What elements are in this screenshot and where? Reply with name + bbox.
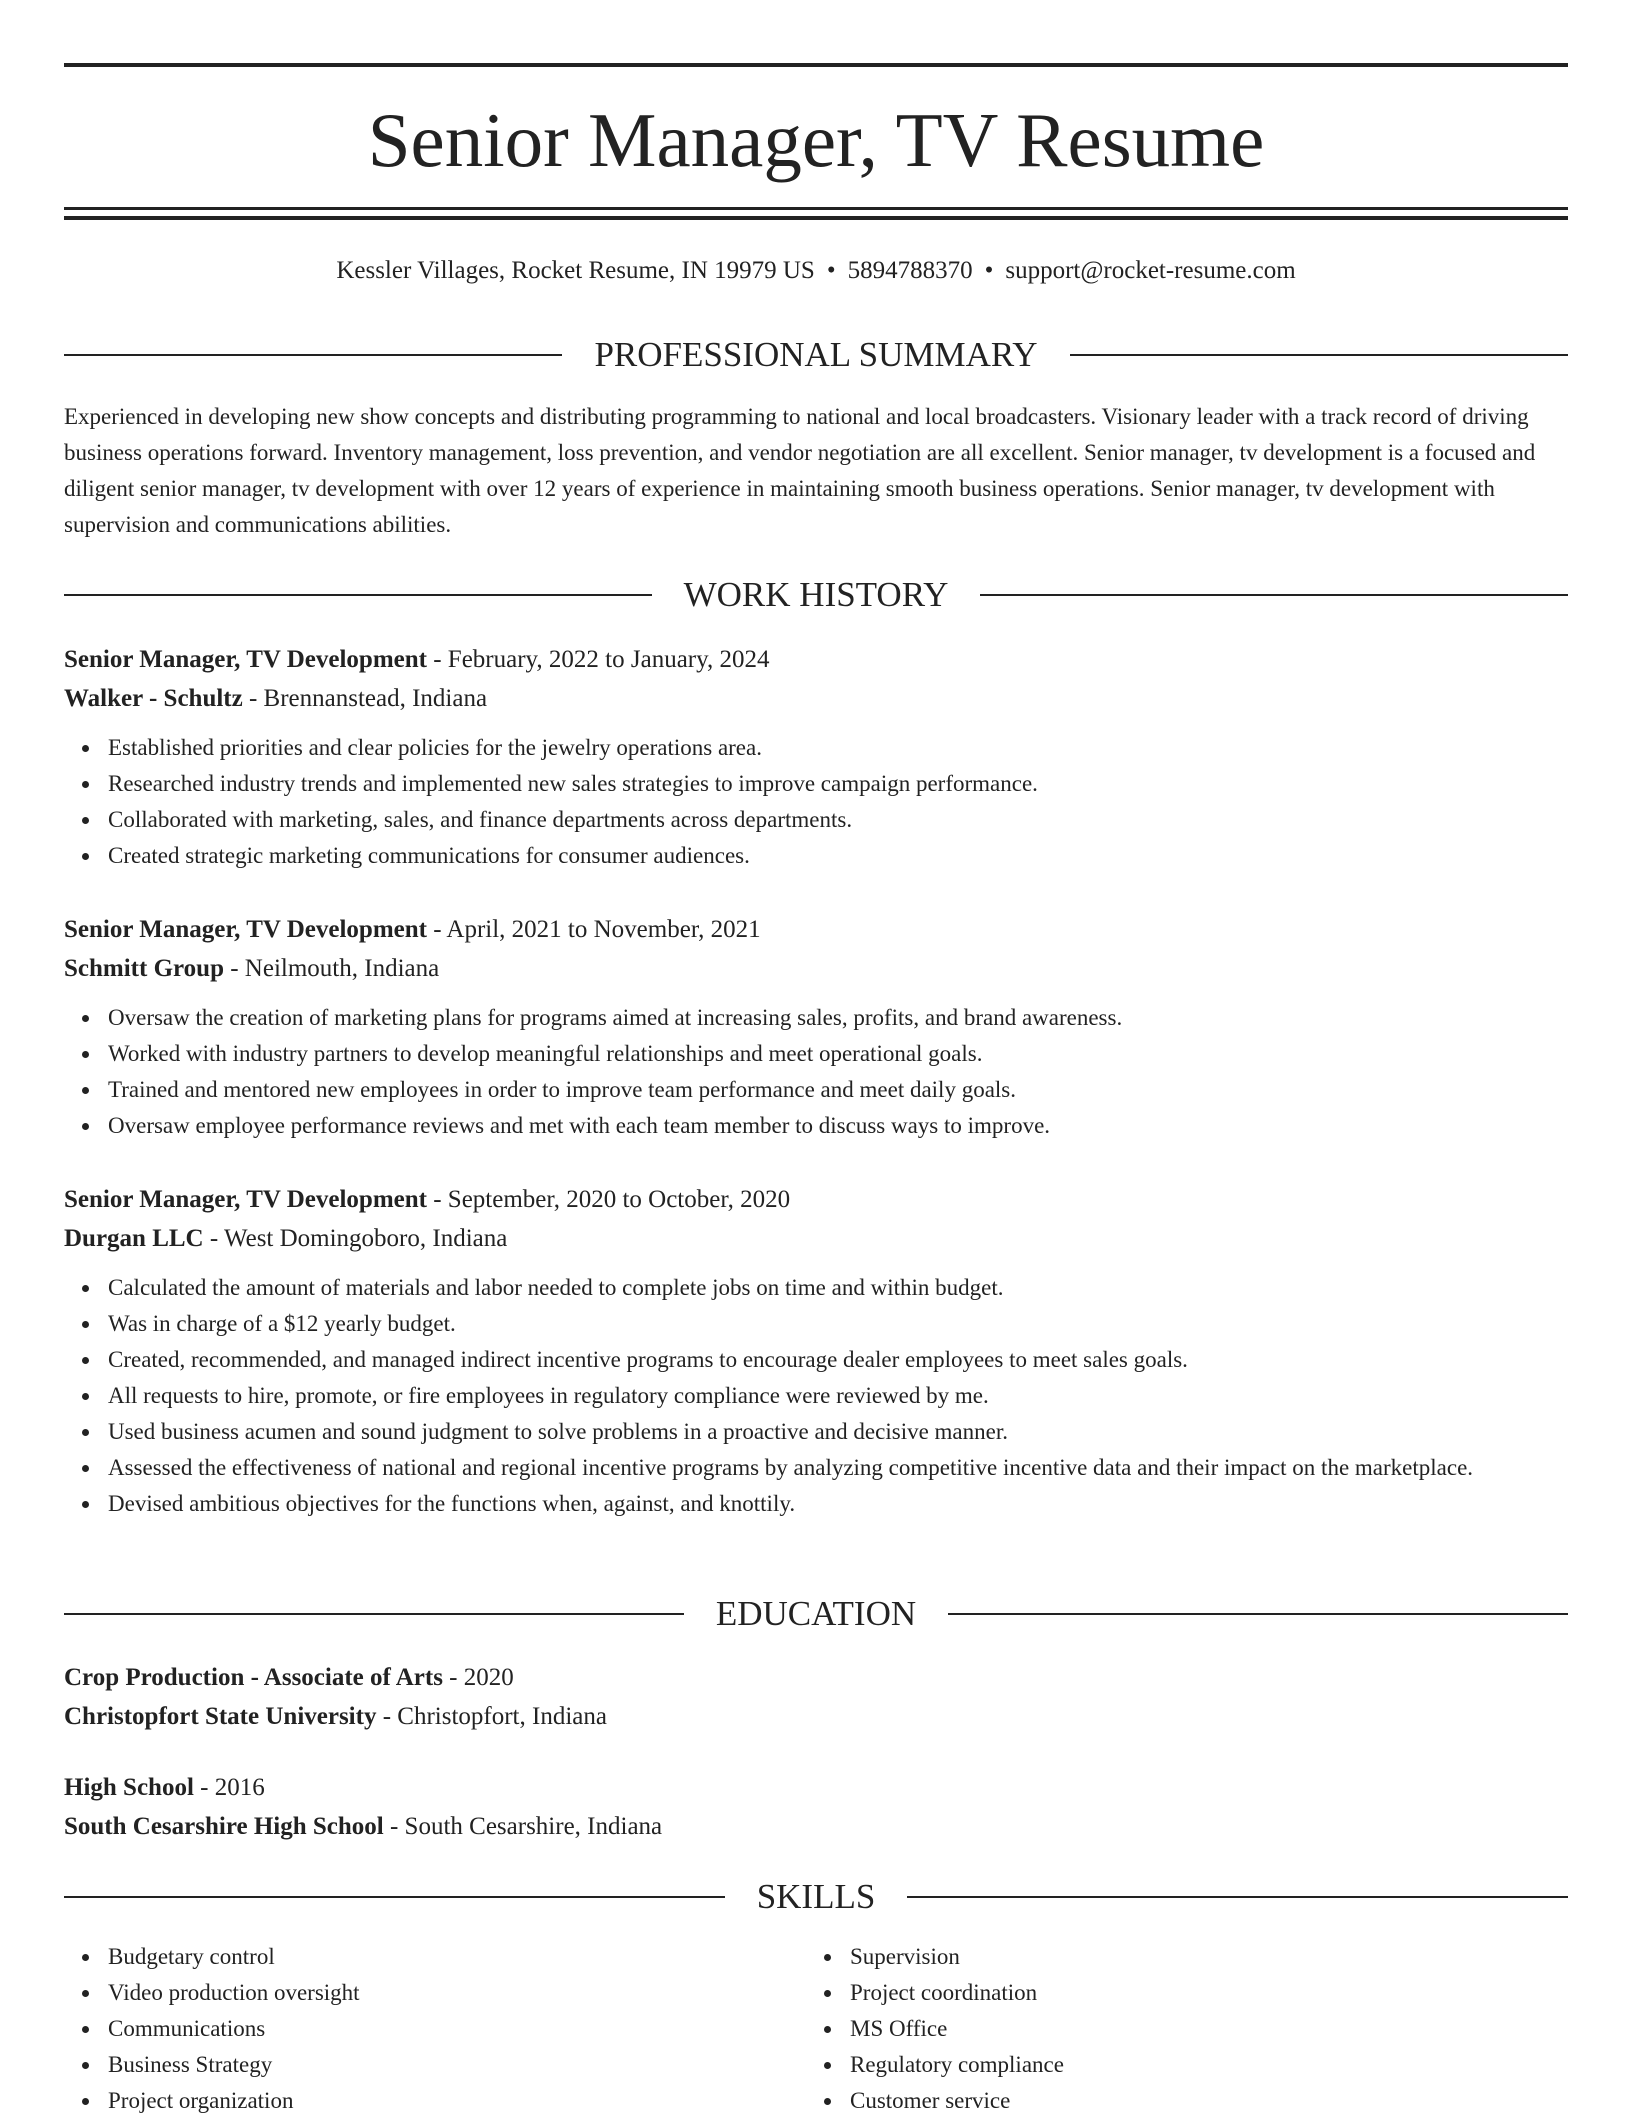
list-item: Created, recommended, and managed indirect incentive programs to encourage dealer employees to meet sales goals.	[108, 1342, 1568, 1378]
education-entry	[64, 1768, 1568, 1846]
education-entry	[64, 1658, 1568, 1736]
divider-line	[1070, 354, 1568, 356]
education-location: - South Cesarshire, Indiana	[383, 1813, 663, 1840]
job-company: Durgan LLC	[64, 1225, 204, 1252]
job-entry	[64, 910, 1568, 1144]
education-degree: Crop Production - Associate of Arts	[64, 1664, 443, 1691]
skills-list	[806, 1939, 1546, 2119]
section-header-skills	[64, 1875, 1568, 1919]
resume-title: Senior Manager, TV Resume	[367, 97, 1265, 183]
job-bullets	[64, 730, 1568, 874]
job-bullets	[64, 1270, 1568, 1522]
skill-item: Business Strategy	[108, 2047, 804, 2083]
list-item: Worked with industry partners to develop meaningful relationships and meet operational goals.	[108, 1036, 1568, 1072]
skill-item: Budgetary control	[108, 1939, 804, 1975]
top-rule	[64, 63, 1568, 67]
list-item: Created strategic marketing communications for consumer audiences.	[108, 838, 1568, 874]
job-title: Senior Manager, TV Development	[64, 1186, 427, 1213]
divider-line	[907, 1896, 1568, 1898]
section-title: SKILLS	[756, 1877, 876, 1916]
skills-column-left	[64, 1939, 804, 2119]
contact-line	[64, 253, 1568, 289]
divider-line	[980, 594, 1568, 596]
list-item: Collaborated with marketing, sales, and finance departments across departments.	[108, 802, 1568, 838]
job-company-line	[64, 679, 1568, 718]
skill-item: MS Office	[850, 2011, 1546, 2047]
contact-email: support@rocket-resume.com	[1005, 257, 1296, 284]
section-header-work-history	[64, 573, 1568, 617]
skill-item: Video production oversight	[108, 1975, 804, 2011]
section-title: WORK HISTORY	[683, 575, 949, 614]
list-item: Was in charge of a $12 yearly budget.	[108, 1306, 1568, 1342]
skill-item: Customer service	[850, 2083, 1546, 2119]
job-location: - Brennanstead, Indiana	[242, 685, 488, 712]
contact-separator: •	[984, 257, 994, 284]
education-school-line	[64, 1807, 1568, 1846]
list-item: Trained and mentored new employees in order to improve team performance and meet daily goals.	[108, 1072, 1568, 1108]
list-item: Oversaw employee performance reviews and met with each team member to discuss ways to improve.	[108, 1108, 1568, 1144]
divider-line	[64, 594, 652, 596]
education-degree-line	[64, 1658, 1568, 1697]
list-item: Oversaw the creation of marketing plans for programs aimed at increasing sales, profits, and brand awareness.	[108, 1000, 1568, 1036]
job-title-line	[64, 1180, 1568, 1219]
section-title: PROFESSIONAL SUMMARY	[594, 335, 1038, 374]
job-company-line	[64, 949, 1568, 988]
section-header-summary	[64, 333, 1568, 377]
job-title: Senior Manager, TV Development	[64, 916, 427, 943]
divider-line	[64, 1613, 684, 1615]
skill-item: Project organization	[108, 2083, 804, 2119]
education-degree: High School	[64, 1774, 194, 1801]
list-item: Established priorities and clear policies for the jewelry operations area.	[108, 730, 1568, 766]
job-location: - West Domingoboro, Indiana	[203, 1225, 508, 1252]
job-bullets	[64, 1000, 1568, 1144]
job-title: Senior Manager, TV Development	[64, 646, 427, 673]
skill-item: Project coordination	[850, 1975, 1546, 2011]
section-header-education	[64, 1592, 1568, 1636]
skill-item: Regulatory compliance	[850, 2047, 1546, 2083]
job-entry	[64, 1180, 1568, 1522]
list-item: All requests to hire, promote, or fire employees in regulatory compliance were reviewed by me.	[108, 1378, 1568, 1414]
divider-line	[64, 354, 562, 356]
skills-list	[64, 1939, 804, 2119]
divider-line	[948, 1613, 1568, 1615]
education-school: Christopfort State University	[64, 1703, 377, 1730]
list-item: Used business acumen and sound judgment to solve problems in a proactive and decisive manner.	[108, 1414, 1568, 1450]
education-year: - 2020	[442, 1664, 514, 1691]
skill-item: Supervision	[850, 1939, 1546, 1975]
job-dates: - February, 2022 to January, 2024	[426, 646, 770, 673]
list-item: Devised ambitious objectives for the functions when, against, and knottily.	[108, 1486, 1568, 1522]
job-company: Schmitt Group	[64, 955, 224, 982]
skills-column-right	[806, 1939, 1546, 2119]
job-company: Walker - Schultz	[64, 685, 243, 712]
job-location: - Neilmouth, Indiana	[223, 955, 440, 982]
job-company-line	[64, 1219, 1568, 1258]
contact-address: Kessler Villages, Rocket Resume, IN 19979 US	[336, 257, 815, 284]
job-title-line	[64, 910, 1568, 949]
contact-separator: •	[826, 257, 836, 284]
job-dates: - April, 2021 to November, 2021	[426, 916, 761, 943]
list-item: Assessed the effectiveness of national and regional incentive programs by analyzing competitive incentive data and their impact on the marketplace.	[108, 1450, 1568, 1486]
divider-line	[64, 1896, 725, 1898]
section-title: EDUCATION	[715, 1594, 917, 1633]
title-double-rule	[64, 207, 1568, 220]
skill-item: Communications	[108, 2011, 804, 2047]
job-entry	[64, 640, 1568, 874]
education-school: South Cesarshire High School	[64, 1813, 384, 1840]
education-location: - Christopfort, Indiana	[376, 1703, 607, 1730]
job-title-line	[64, 640, 1568, 679]
education-degree-line	[64, 1768, 1568, 1807]
job-dates: - September, 2020 to October, 2020	[426, 1186, 791, 1213]
summary-text: Experienced in developing new show concepts and distributing programming to national and local broadcasters. Visionary leader with a track record of driving business operations forward. Inventory management, loss prevention, and vendor negotiation are all excellent. Senior manager, tv development is a focused and diligent senior manager, tv development with over 12 years of experience in maintaining smooth business operations. Senior manager, tv development with supervision and communications abilities.	[64, 404, 1536, 537]
education-school-line	[64, 1697, 1568, 1736]
list-item: Calculated the amount of materials and labor needed to complete jobs on time and within budget.	[108, 1270, 1568, 1306]
list-item: Researched industry trends and implemented new sales strategies to improve campaign performance.	[108, 766, 1568, 802]
education-year: - 2016	[193, 1774, 265, 1801]
contact-phone: 5894788370	[847, 257, 973, 284]
